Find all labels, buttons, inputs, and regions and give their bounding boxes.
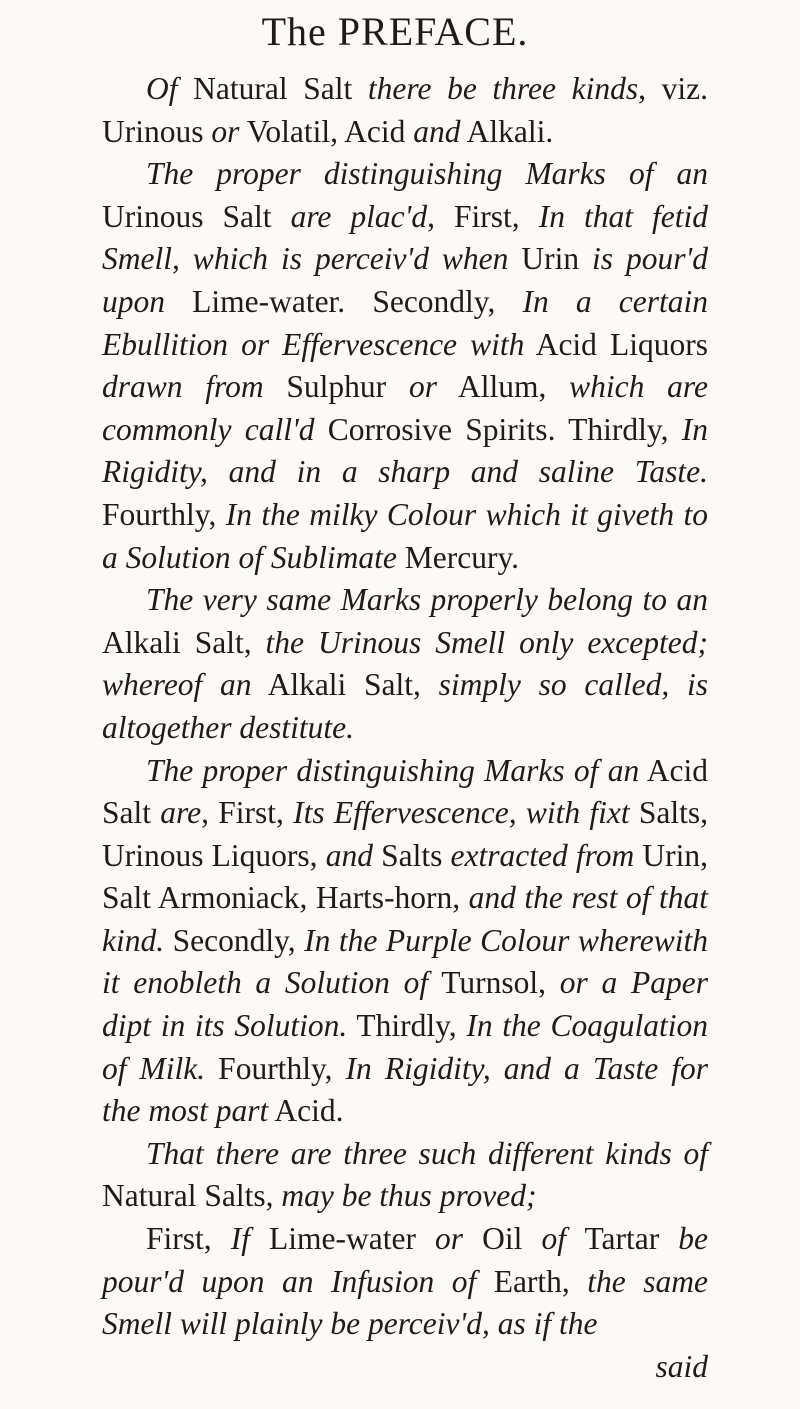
italic-run: In Rigidity, and in a sharp and saline Taste. xyxy=(102,411,709,490)
roman-run: Lime-water. Secondly, xyxy=(165,283,523,319)
italic-run: the same Smell will plainly be perceiv'd, as if the xyxy=(102,1263,709,1342)
paragraph xyxy=(102,1133,708,1218)
italic-run: or xyxy=(211,113,240,149)
paragraph xyxy=(102,750,708,1133)
italic-run: the Urinous Smell only excepted; whereof an xyxy=(102,624,708,703)
italic-run: or a Paper dipt in its Solution. xyxy=(102,965,708,1044)
italic-run: In the milky Colour which it giveth to a Solution of Sublimate xyxy=(102,496,709,575)
roman-run: Urin, Salt Armoniack, Harts-horn, xyxy=(102,837,708,916)
running-head: The PREFACE. xyxy=(261,9,529,54)
italic-run: Its Effervescence, with fixt xyxy=(293,795,630,831)
italic-run: are xyxy=(160,795,202,831)
roman-run: Sulphur xyxy=(263,369,409,405)
roman-run: Acid Salt xyxy=(102,752,708,831)
italic-run: The proper distinguishing Marks of an xyxy=(146,752,640,788)
roman-run: Corrosive Spirits. Thirdly, xyxy=(314,411,682,447)
italic-run: be pour'd upon an Infusion of xyxy=(102,1221,708,1299)
italic-run: may be thus proved; xyxy=(281,1178,537,1214)
italic-run: In the Coagulation of Milk. xyxy=(102,1008,708,1086)
italic-run: which are commonly call'd xyxy=(102,369,708,447)
roman-run: Oil xyxy=(463,1221,542,1257)
roman-run: Salts, Urinous Liquors, xyxy=(102,795,708,873)
italic-run: and xyxy=(413,113,461,149)
roman-run: Fourthly, xyxy=(205,1050,346,1086)
italic-run: The proper distinguishing Marks of an xyxy=(146,156,708,192)
roman-run: Acid Liquors xyxy=(524,326,708,362)
italic-run: Of xyxy=(146,71,178,106)
italic-run: of xyxy=(541,1221,566,1257)
italic-run: In that fetid Smell, which is perceiv'd when xyxy=(102,198,708,277)
roman-run: Alkali. xyxy=(460,113,554,149)
italic-run: If xyxy=(230,1221,250,1257)
italic-run: are plac'd xyxy=(290,198,428,234)
italic-run: extracted from xyxy=(450,837,635,873)
roman-run: Turnsol, xyxy=(428,965,560,1001)
paragraph xyxy=(102,579,708,749)
roman-run: , First, xyxy=(201,795,294,831)
roman-run: Urin xyxy=(508,241,593,277)
italic-run: is pour'd upon xyxy=(102,241,708,319)
italic-run: and the rest of that kind. xyxy=(102,880,708,958)
italic-run: That there are three such different kinds of xyxy=(146,1135,708,1171)
italic-run: In Rigidity, and a Taste for the most part xyxy=(102,1050,708,1129)
roman-run: Salts xyxy=(372,837,451,873)
italic-run: In the Purple Colour wherewith it enobleth a Solution of xyxy=(102,922,708,1001)
roman-run: , viz. Urinous xyxy=(102,71,708,149)
roman-run: Urinous Salt xyxy=(102,198,291,234)
roman-run: Mercury. xyxy=(396,539,520,575)
italic-run: In a certain Ebullition or Effervescence with xyxy=(102,283,708,362)
paragraph xyxy=(102,153,708,579)
roman-run: Allum, xyxy=(436,369,570,405)
paragraph xyxy=(102,1218,708,1346)
italic-run: there be three kinds xyxy=(367,71,639,106)
roman-run: Alkali Salt, xyxy=(251,667,439,703)
roman-run: Volatil, Acid xyxy=(239,113,414,149)
roman-run: Secondly, xyxy=(164,922,305,958)
italic-run: or xyxy=(408,369,437,405)
roman-run: Earth, xyxy=(476,1263,588,1299)
roman-run: , First, xyxy=(427,198,539,234)
italic-run: and xyxy=(325,837,373,873)
roman-run: Thirdly, xyxy=(347,1008,467,1044)
roman-run: Natural Salt xyxy=(177,71,368,106)
roman-run: Fourthly, xyxy=(102,496,226,532)
roman-run: Lime-water xyxy=(249,1221,436,1257)
italic-run: or xyxy=(435,1221,464,1257)
catchword: said xyxy=(655,1348,708,1384)
roman-run: Alkali Salt, xyxy=(102,624,266,660)
roman-run: Acid. xyxy=(268,1093,344,1129)
italic-run: The very same Marks properly belong to an xyxy=(146,582,708,618)
roman-run: First, xyxy=(146,1221,231,1257)
roman-run: Tartar xyxy=(565,1221,679,1257)
italic-run: simply so called, is altogether destitute. xyxy=(102,667,708,745)
roman-run: Natural Salts, xyxy=(102,1178,282,1214)
paragraph xyxy=(102,68,708,153)
italic-run: drawn from xyxy=(102,369,264,405)
body-text xyxy=(102,68,708,1346)
